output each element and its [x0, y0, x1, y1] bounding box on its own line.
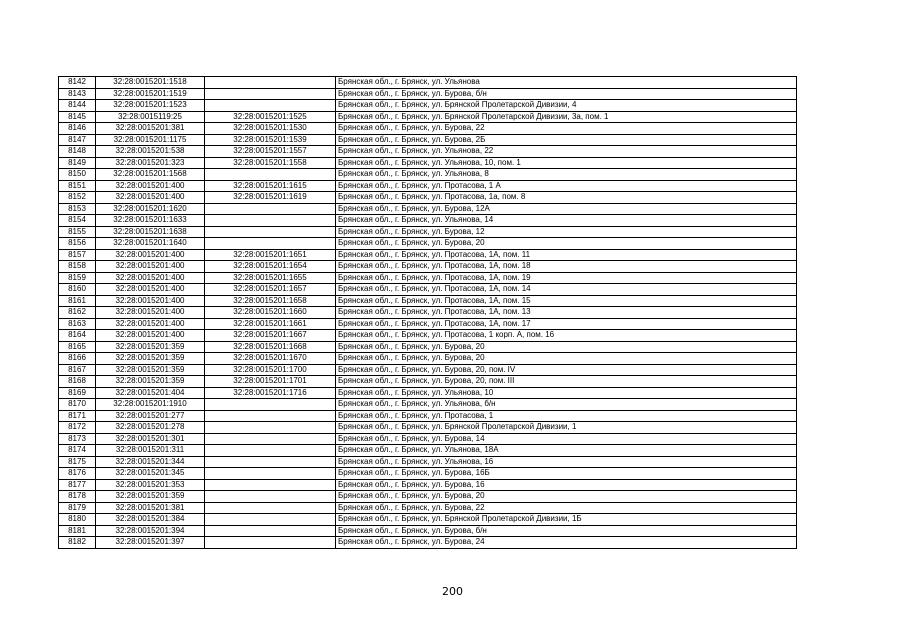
address-cell: Брянская обл., г. Брянск, ул. Бурова, 20: [336, 238, 797, 250]
table-row: [59, 376, 797, 388]
table-row: [59, 399, 797, 411]
cadastral-number-cell: 32:28:0015201:397: [96, 537, 205, 549]
table-row: [59, 318, 797, 330]
record-number-cell: 8148: [59, 146, 96, 158]
address-cell: Брянская обл., г. Брянск, ул. Ульянова, 8: [336, 169, 797, 181]
sub-object-number-cell: 32:28:0015201:1660: [205, 307, 336, 319]
cadastral-number-cell: 32:28:0015201:400: [96, 272, 205, 284]
cadastral-number-cell: 32:28:0015201:1620: [96, 203, 205, 215]
cadastral-number-cell: 32:28:0015201:359: [96, 364, 205, 376]
address-cell: Брянская обл., г. Брянск, ул. Протасова, 1А, пом. 18: [336, 261, 797, 273]
table-row: [59, 169, 797, 181]
address-cell: Брянская обл., г. Брянск, ул. Бурова, 20: [336, 341, 797, 353]
sub-object-number-cell: [205, 468, 336, 480]
table-row: [59, 364, 797, 376]
cadastral-number-cell: 32:28:0015201:1175: [96, 134, 205, 146]
sub-object-number-cell: [205, 433, 336, 445]
cadastral-number-cell: 32:28:0015201:394: [96, 525, 205, 537]
table-row: [59, 537, 797, 549]
sub-object-number-cell: [205, 203, 336, 215]
sub-object-number-cell: [205, 491, 336, 503]
cadastral-number-cell: 32:28:0015201:400: [96, 180, 205, 192]
table-row: [59, 123, 797, 135]
address-cell: Брянская обл., г. Брянск, ул. Протасова, 1А, пом. 15: [336, 295, 797, 307]
table-row: [59, 226, 797, 238]
table-row: [59, 284, 797, 296]
address-cell: Брянская обл., г. Брянск, ул. Бурова, 16Б: [336, 468, 797, 480]
cadastral-number-cell: 32:28:0015201:311: [96, 445, 205, 457]
cadastral-registry-table: [58, 76, 797, 549]
table-row: [59, 272, 797, 284]
record-number-cell: 8170: [59, 399, 96, 411]
sub-object-number-cell: 32:28:0015201:1615: [205, 180, 336, 192]
record-number-cell: 8153: [59, 203, 96, 215]
address-cell: Брянская обл., г. Брянск, ул. Ульянова, 10: [336, 387, 797, 399]
record-number-cell: 8162: [59, 307, 96, 319]
record-number-cell: 8155: [59, 226, 96, 238]
cadastral-number-cell: 32:28:0015201:344: [96, 456, 205, 468]
address-cell: Брянская обл., г. Брянск, ул. Бурова, 2Б: [336, 134, 797, 146]
sub-object-number-cell: 32:28:0015201:1651: [205, 249, 336, 261]
address-cell: Брянская обл., г. Брянск, ул. Бурова, 20, пом. IV: [336, 364, 797, 376]
cadastral-number-cell: 32:28:0015201:1523: [96, 100, 205, 112]
address-cell: Брянская обл., г. Брянск, ул. Бурова, 14: [336, 433, 797, 445]
address-cell: Брянская обл., г. Брянск, ул. Ульянова, 14: [336, 215, 797, 227]
record-number-cell: 8165: [59, 341, 96, 353]
record-number-cell: 8160: [59, 284, 96, 296]
cadastral-number-cell: 32:28:0015201:1638: [96, 226, 205, 238]
sub-object-number-cell: 32:28:0015201:1525: [205, 111, 336, 123]
table-row: [59, 261, 797, 273]
sub-object-number-cell: 32:28:0015201:1701: [205, 376, 336, 388]
record-number-cell: 8177: [59, 479, 96, 491]
cadastral-number-cell: 32:28:0015201:301: [96, 433, 205, 445]
sub-object-number-cell: [205, 399, 336, 411]
sub-object-number-cell: [205, 77, 336, 89]
table-row: [59, 249, 797, 261]
record-number-cell: 8146: [59, 123, 96, 135]
record-number-cell: 8158: [59, 261, 96, 273]
record-number-cell: 8174: [59, 445, 96, 457]
sub-object-number-cell: [205, 88, 336, 100]
sub-object-number-cell: 32:28:0015201:1619: [205, 192, 336, 204]
sub-object-number-cell: [205, 100, 336, 112]
table-row: [59, 215, 797, 227]
cadastral-number-cell: 32:28:0015201:353: [96, 479, 205, 491]
cadastral-number-cell: 32:28:0015201:400: [96, 249, 205, 261]
record-number-cell: 8167: [59, 364, 96, 376]
cadastral-number-cell: 32:28:0015201:323: [96, 157, 205, 169]
record-number-cell: 8182: [59, 537, 96, 549]
address-cell: Брянская обл., г. Брянск, ул. Ульянова: [336, 77, 797, 89]
record-number-cell: 8180: [59, 514, 96, 526]
table-row: [59, 502, 797, 514]
cadastral-number-cell: 32:28:0015201:400: [96, 284, 205, 296]
address-cell: Брянская обл., г. Брянск, ул. Бурова, б/н: [336, 88, 797, 100]
table-row: [59, 456, 797, 468]
sub-object-number-cell: [205, 226, 336, 238]
cadastral-number-cell: 32:28:0015201:345: [96, 468, 205, 480]
address-cell: Брянская обл., г. Брянск, ул. Бурова, б/н: [336, 525, 797, 537]
sub-object-number-cell: 32:28:0015201:1670: [205, 353, 336, 365]
cadastral-number-cell: 32:28:0015201:278: [96, 422, 205, 434]
table-row: [59, 88, 797, 100]
cadastral-number-cell: 32:28:0015201:400: [96, 330, 205, 342]
record-number-cell: 8171: [59, 410, 96, 422]
address-cell: Брянская обл., г. Брянск, ул. Бурова, 12: [336, 226, 797, 238]
table-row: [59, 192, 797, 204]
record-number-cell: 8142: [59, 77, 96, 89]
record-number-cell: 8179: [59, 502, 96, 514]
table-row: [59, 468, 797, 480]
sub-object-number-cell: [205, 514, 336, 526]
record-number-cell: 8156: [59, 238, 96, 250]
address-cell: Брянская обл., г. Брянск, ул. Брянской Пролетарской Дивизии, 1Б: [336, 514, 797, 526]
record-number-cell: 8163: [59, 318, 96, 330]
cadastral-number-cell: 32:28:0015201:359: [96, 491, 205, 503]
table-row: [59, 77, 797, 89]
sub-object-number-cell: [205, 215, 336, 227]
record-number-cell: 8166: [59, 353, 96, 365]
sub-object-number-cell: 32:28:0015201:1657: [205, 284, 336, 296]
sub-object-number-cell: 32:28:0015201:1716: [205, 387, 336, 399]
cadastral-number-cell: 32:28:0015201:400: [96, 192, 205, 204]
record-number-cell: 8145: [59, 111, 96, 123]
record-number-cell: 8169: [59, 387, 96, 399]
registry-table-body: [59, 77, 797, 549]
cadastral-number-cell: 32:28:0015201:400: [96, 295, 205, 307]
record-number-cell: 8164: [59, 330, 96, 342]
cadastral-number-cell: 32:28:0015201:400: [96, 318, 205, 330]
record-number-cell: 8149: [59, 157, 96, 169]
cadastral-number-cell: 32:28:0015201:359: [96, 353, 205, 365]
sub-object-number-cell: [205, 479, 336, 491]
sub-object-number-cell: [205, 422, 336, 434]
record-number-cell: 8154: [59, 215, 96, 227]
record-number-cell: 8144: [59, 100, 96, 112]
table-row: [59, 433, 797, 445]
table-row: [59, 341, 797, 353]
address-cell: Брянская обл., г. Брянск, ул. Протасова, 1А, пом. 11: [336, 249, 797, 261]
sub-object-number-cell: [205, 169, 336, 181]
cadastral-number-cell: 32:28:0015201:404: [96, 387, 205, 399]
record-number-cell: 8176: [59, 468, 96, 480]
record-number-cell: 8161: [59, 295, 96, 307]
table-row: [59, 100, 797, 112]
record-number-cell: 8157: [59, 249, 96, 261]
table-row: [59, 307, 797, 319]
cadastral-number-cell: 32:28:0015201:381: [96, 502, 205, 514]
cadastral-number-cell: 32:28:0015201:1518: [96, 77, 205, 89]
address-cell: Брянская обл., г. Брянск, ул. Протасова, 1а, пом. 8: [336, 192, 797, 204]
record-number-cell: 8150: [59, 169, 96, 181]
sub-object-number-cell: 32:28:0015201:1530: [205, 123, 336, 135]
cadastral-number-cell: 32:28:0015201:400: [96, 307, 205, 319]
table-row: [59, 491, 797, 503]
address-cell: Брянская обл., г. Брянск, ул. Бурова, 20: [336, 491, 797, 503]
cadastral-number-cell: 32:28:0015201:1640: [96, 238, 205, 250]
address-cell: Брянская обл., г. Брянск, ул. Ульянова, 22: [336, 146, 797, 158]
table-row: [59, 525, 797, 537]
sub-object-number-cell: 32:28:0015201:1658: [205, 295, 336, 307]
address-cell: Брянская обл., г. Брянск, ул. Протасова, 1 А: [336, 180, 797, 192]
sub-object-number-cell: 32:28:0015201:1558: [205, 157, 336, 169]
table-row: [59, 353, 797, 365]
sub-object-number-cell: [205, 445, 336, 457]
cadastral-number-cell: 32:28:0015201:359: [96, 376, 205, 388]
address-cell: Брянская обл., г. Брянск, ул. Ульянова, 18А: [336, 445, 797, 457]
table-row: [59, 180, 797, 192]
sub-object-number-cell: 32:28:0015201:1668: [205, 341, 336, 353]
sub-object-number-cell: 32:28:0015201:1654: [205, 261, 336, 273]
sub-object-number-cell: [205, 410, 336, 422]
address-cell: Брянская обл., г. Брянск, ул. Ульянова, 16: [336, 456, 797, 468]
cadastral-number-cell: 32:28:0015201:277: [96, 410, 205, 422]
address-cell: Брянская обл., г. Брянск, ул. Ульянова, б/н: [336, 399, 797, 411]
cadastral-number-cell: 32:28:0015201:1519: [96, 88, 205, 100]
record-number-cell: 8159: [59, 272, 96, 284]
address-cell: Брянская обл., г. Брянск, ул. Бурова, 24: [336, 537, 797, 549]
sub-object-number-cell: 32:28:0015201:1667: [205, 330, 336, 342]
cadastral-number-cell: 32:28:0015119:25: [96, 111, 205, 123]
address-cell: Брянская обл., г. Брянск, ул. Бурова, 12А: [336, 203, 797, 215]
sub-object-number-cell: 32:28:0015201:1557: [205, 146, 336, 158]
sub-object-number-cell: [205, 525, 336, 537]
record-number-cell: 8151: [59, 180, 96, 192]
address-cell: Брянская обл., г. Брянск, ул. Протасова, 1: [336, 410, 797, 422]
address-cell: Брянская обл., г. Брянск, ул. Протасова, 1А, пом. 13: [336, 307, 797, 319]
record-number-cell: 8143: [59, 88, 96, 100]
cadastral-number-cell: 32:28:0015201:359: [96, 341, 205, 353]
cadastral-number-cell: 32:28:0015201:538: [96, 146, 205, 158]
sub-object-number-cell: 32:28:0015201:1539: [205, 134, 336, 146]
record-number-cell: 8175: [59, 456, 96, 468]
record-number-cell: 8147: [59, 134, 96, 146]
table-row: [59, 203, 797, 215]
table-row: [59, 514, 797, 526]
table-row: [59, 330, 797, 342]
table-row: [59, 479, 797, 491]
table-row: [59, 422, 797, 434]
sub-object-number-cell: [205, 238, 336, 250]
address-cell: Брянская обл., г. Брянск, ул. Бурова, 20: [336, 353, 797, 365]
address-cell: Брянская обл., г. Брянск, ул. Протасова, 1А, пом. 17: [336, 318, 797, 330]
cadastral-number-cell: 32:28:0015201:1568: [96, 169, 205, 181]
cadastral-number-cell: 32:28:0015201:400: [96, 261, 205, 273]
address-cell: Брянская обл., г. Брянск, ул. Протасова, 1А, пом. 14: [336, 284, 797, 296]
address-cell: Брянская обл., г. Брянск, ул. Бурова, 22: [336, 502, 797, 514]
record-number-cell: 8181: [59, 525, 96, 537]
sub-object-number-cell: 32:28:0015201:1661: [205, 318, 336, 330]
table-row: [59, 146, 797, 158]
record-number-cell: 8178: [59, 491, 96, 503]
sub-object-number-cell: [205, 537, 336, 549]
record-number-cell: 8168: [59, 376, 96, 388]
record-number-cell: 8173: [59, 433, 96, 445]
record-number-cell: 8172: [59, 422, 96, 434]
table-row: [59, 134, 797, 146]
table-row: [59, 387, 797, 399]
address-cell: Брянская обл., г. Брянск, ул. Бурова, 22: [336, 123, 797, 135]
table-row: [59, 295, 797, 307]
address-cell: Брянская обл., г. Брянск, ул. Брянской Пролетарской Дивизии, 1: [336, 422, 797, 434]
address-cell: Брянская обл., г. Брянск, ул. Бурова, 20, пом. III: [336, 376, 797, 388]
sub-object-number-cell: 32:28:0015201:1700: [205, 364, 336, 376]
address-cell: Брянская обл., г. Брянск, ул. Бурова, 16: [336, 479, 797, 491]
sub-object-number-cell: [205, 502, 336, 514]
table-row: [59, 238, 797, 250]
record-number-cell: 8152: [59, 192, 96, 204]
cadastral-number-cell: 32:28:0015201:381: [96, 123, 205, 135]
sub-object-number-cell: 32:28:0015201:1655: [205, 272, 336, 284]
table-row: [59, 157, 797, 169]
address-cell: Брянская обл., г. Брянск, ул. Брянской Пролетарской Дивизии, 4: [336, 100, 797, 112]
cadastral-number-cell: 32:28:0015201:384: [96, 514, 205, 526]
cadastral-number-cell: 32:28:0015201:1633: [96, 215, 205, 227]
table-row: [59, 410, 797, 422]
address-cell: Брянская обл., г. Брянск, ул. Протасова, 1А, пом. 19: [336, 272, 797, 284]
address-cell: Брянская обл., г. Брянск, ул. Ульянова, 10, пом. 1: [336, 157, 797, 169]
address-cell: Брянская обл., г. Брянск, ул. Брянской Пролетарской Дивизии, 3а, пом. 1: [336, 111, 797, 123]
sub-object-number-cell: [205, 456, 336, 468]
address-cell: Брянская обл., г. Брянск, ул. Протасова, 1 корп. А, пом. 16: [336, 330, 797, 342]
page-number: 200: [442, 585, 463, 598]
table-row: [59, 111, 797, 123]
cadastral-number-cell: 32:28:0015201:1910: [96, 399, 205, 411]
table-row: [59, 445, 797, 457]
